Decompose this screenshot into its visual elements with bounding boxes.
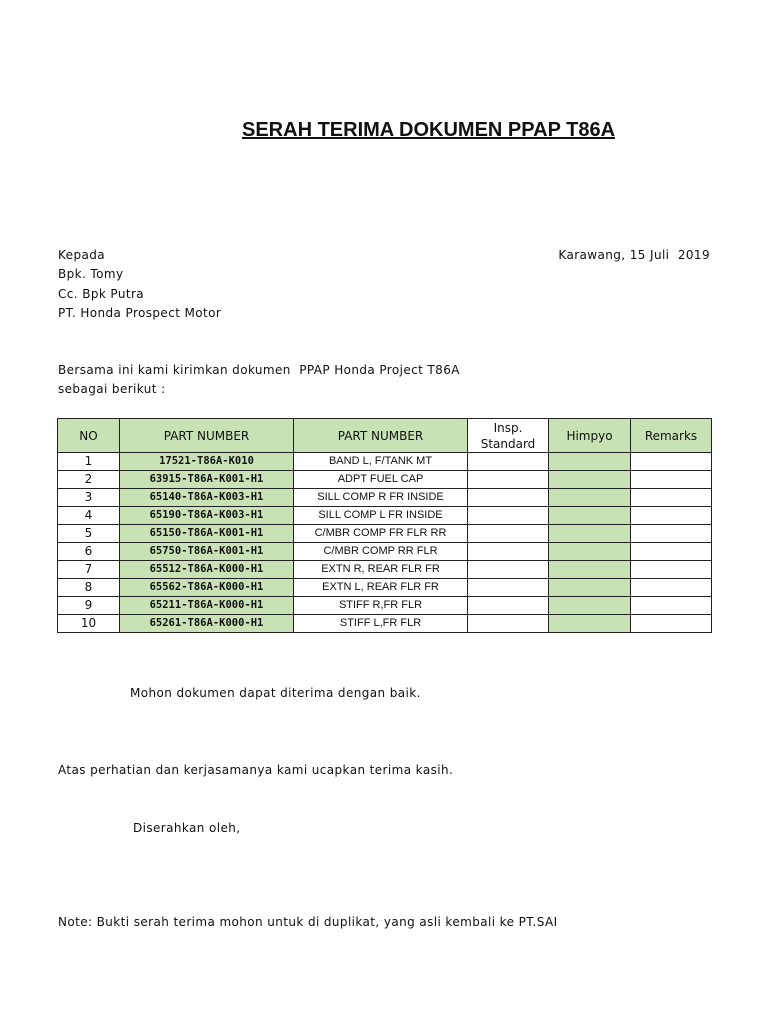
- cell-part-name: SILL COMP R FR INSIDE: [294, 489, 468, 507]
- cell-part-number: 65190-T86A-K003-H1: [120, 507, 294, 525]
- cell-part-name: STIFF R,FR FLR: [294, 597, 468, 615]
- cell-part-name: ADPT FUEL CAP: [294, 471, 468, 489]
- cell-insp-standard: [468, 579, 549, 597]
- header-insp-line2: Standard: [480, 436, 536, 451]
- cell-remarks: [631, 507, 712, 525]
- cell-part-number: 17521-T86A-K010: [120, 453, 294, 471]
- date-line: Karawang, 15 Juli 2019: [558, 248, 710, 262]
- cell-insp-standard: [468, 543, 549, 561]
- table-row: [58, 597, 712, 615]
- cell-himpyo: [549, 579, 631, 597]
- cell-remarks: [631, 615, 712, 633]
- cell-insp-standard: [468, 597, 549, 615]
- cell-part-name: EXTN R, REAR FLR FR: [294, 561, 468, 579]
- cell-part-name: SILL COMP L FR INSIDE: [294, 507, 468, 525]
- cell-part-number: 65261-T86A-K000-H1: [120, 615, 294, 633]
- header-part-name: PART NUMBER: [294, 419, 468, 453]
- recipient-company: PT. Honda Prospect Motor: [58, 306, 222, 320]
- cell-part-name: STIFF L,FR FLR: [294, 615, 468, 633]
- header-no: NO: [58, 419, 120, 453]
- cell-himpyo: [549, 471, 631, 489]
- recipient-label: Kepada: [58, 248, 105, 262]
- cell-no: 9: [58, 597, 120, 615]
- table-row: [58, 507, 712, 525]
- cell-part-number: 63915-T86A-K001-H1: [120, 471, 294, 489]
- table-row: [58, 453, 712, 471]
- table-row: [58, 579, 712, 597]
- cell-part-number: 65150-T86A-K001-H1: [120, 525, 294, 543]
- cell-himpyo: [549, 597, 631, 615]
- table-row: [58, 543, 712, 561]
- cell-insp-standard: [468, 453, 549, 471]
- cell-insp-standard: [468, 471, 549, 489]
- cell-insp-standard: [468, 489, 549, 507]
- parts-table: [57, 418, 712, 633]
- header-remarks: Remarks: [631, 419, 712, 453]
- cell-no: 10: [58, 615, 120, 633]
- cell-no: 6: [58, 543, 120, 561]
- table-row: [58, 471, 712, 489]
- cell-remarks: [631, 543, 712, 561]
- cell-remarks: [631, 561, 712, 579]
- cell-himpyo: [549, 507, 631, 525]
- cell-remarks: [631, 597, 712, 615]
- cell-part-name: C/MBR COMP RR FLR: [294, 543, 468, 561]
- cell-no: 2: [58, 471, 120, 489]
- header-insp-standard: [468, 419, 549, 453]
- table-row: [58, 561, 712, 579]
- cell-part-number: 65512-T86A-K000-H1: [120, 561, 294, 579]
- cell-himpyo: [549, 561, 631, 579]
- cell-insp-standard: [468, 525, 549, 543]
- cell-part-name: C/MBR COMP FR FLR RR: [294, 525, 468, 543]
- cell-no: 5: [58, 525, 120, 543]
- document-title: SERAH TERIMA DOKUMEN PPAP T86A: [242, 119, 616, 141]
- cell-no: 4: [58, 507, 120, 525]
- table-row: [58, 489, 712, 507]
- thanks-line: Atas perhatian dan kerjasamanya kami ucapkan terima kasih.: [58, 763, 454, 777]
- cell-himpyo: [549, 525, 631, 543]
- cell-no: 3: [58, 489, 120, 507]
- header-insp-line1: Insp.: [493, 420, 523, 435]
- table-row: [58, 615, 712, 633]
- recipient-name: Bpk. Tomy: [58, 267, 124, 281]
- cell-no: 7: [58, 561, 120, 579]
- cell-himpyo: [549, 489, 631, 507]
- table-header-row: [58, 419, 712, 453]
- cell-no: 8: [58, 579, 120, 597]
- header-part-number: PART NUMBER: [120, 419, 294, 453]
- cell-himpyo: [549, 615, 631, 633]
- cell-remarks: [631, 489, 712, 507]
- cell-insp-standard: [468, 561, 549, 579]
- header-himpyo: Himpyo: [549, 419, 631, 453]
- cell-remarks: [631, 525, 712, 543]
- cell-part-number: 65562-T86A-K000-H1: [120, 579, 294, 597]
- intro-line-1: Bersama ini kami kirimkan dokumen PPAP Honda Project T86A: [58, 363, 460, 377]
- cell-remarks: [631, 471, 712, 489]
- cell-part-number: 65140-T86A-K003-H1: [120, 489, 294, 507]
- cell-part-number: 65211-T86A-K000-H1: [120, 597, 294, 615]
- signoff-line: Diserahkan oleh,: [133, 821, 241, 835]
- note-line: Note: Bukti serah terima mohon untuk di duplikat, yang asli kembali ke PT.SAI: [58, 915, 558, 929]
- cell-himpyo: [549, 543, 631, 561]
- table-row: [58, 525, 712, 543]
- cell-insp-standard: [468, 615, 549, 633]
- intro-line-2: sebagai berikut :: [58, 382, 166, 396]
- cell-remarks: [631, 579, 712, 597]
- cell-himpyo: [549, 453, 631, 471]
- cell-part-number: 65750-T86A-K001-H1: [120, 543, 294, 561]
- cell-remarks: [631, 453, 712, 471]
- request-line: Mohon dokumen dapat diterima dengan baik.: [130, 686, 421, 700]
- recipient-cc: Cc. Bpk Putra: [58, 287, 145, 301]
- cell-part-name: EXTN L, REAR FLR FR: [294, 579, 468, 597]
- cell-part-name: BAND L, F/TANK MT: [294, 453, 468, 471]
- cell-no: 1: [58, 453, 120, 471]
- cell-insp-standard: [468, 507, 549, 525]
